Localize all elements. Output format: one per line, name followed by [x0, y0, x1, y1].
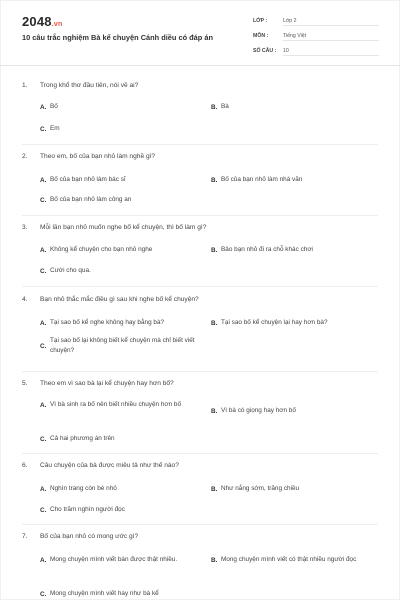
- question-divider: [22, 371, 378, 372]
- question-number: 1.: [22, 82, 28, 89]
- option-text: Bố của bạn nhỏ làm công an: [50, 196, 132, 203]
- option-b[interactable]: [211, 175, 379, 185]
- option-letter: C.: [40, 196, 47, 204]
- option-a[interactable]: [40, 484, 208, 494]
- option-text: Bà: [221, 103, 229, 110]
- question-prompt: Câu chuyện của bà được miêu tả như thế nào?: [40, 462, 179, 469]
- option-b[interactable]: [211, 245, 379, 255]
- question-text: [22, 462, 378, 469]
- option-text: Bảo bạn nhỏ đi ra chỗ khác chơi: [221, 246, 313, 253]
- option-a[interactable]: [40, 102, 208, 112]
- option-b[interactable]: [211, 484, 379, 494]
- question-prompt: Bạn nhỏ thắc mắc điều gì sau khi nghe bố kể chuyện?: [40, 296, 199, 303]
- option-b[interactable]: [211, 555, 379, 565]
- option-letter: B.: [211, 246, 218, 254]
- option-a[interactable]: [40, 555, 208, 565]
- option-c[interactable]: [40, 589, 208, 599]
- option-letter: C.: [40, 125, 47, 133]
- option-letter: A.: [40, 485, 47, 493]
- question-text: [22, 296, 378, 303]
- question-2: [22, 153, 378, 204]
- meta-subject: [253, 31, 379, 41]
- option-text: Nghìn trang còn bé nhỏ: [50, 485, 117, 492]
- option-a[interactable]: [40, 400, 208, 410]
- option-letter: B.: [211, 176, 218, 184]
- question-divider: [22, 286, 378, 287]
- question-number: 3.: [22, 224, 28, 231]
- option-letter: A.: [40, 103, 47, 111]
- question-prompt: Theo em, bố của bạn nhỏ làm nghề gì?: [40, 153, 156, 160]
- worksheet-header: [0, 0, 400, 74]
- question-text: [22, 533, 378, 540]
- question-number: 7.: [22, 533, 28, 540]
- option-c[interactable]: [40, 266, 208, 276]
- question-prompt: Theo em vì sao bà lại kể chuyện hay hơn bố?: [40, 380, 174, 387]
- logo-main: 2048: [22, 14, 52, 29]
- option-text: Bố của bạn nhỏ làm bác sĩ: [50, 176, 126, 183]
- option-text: Vì bà sinh ra bố nên biết nhiều chuyện hơn bố: [50, 401, 182, 408]
- option-c[interactable]: [40, 195, 208, 205]
- option-letter: A.: [40, 176, 47, 184]
- option-letter: A.: [40, 401, 47, 409]
- document-title: 10 câu trắc nghiệm Bà kể chuyện Cánh diều có đáp án: [22, 33, 213, 42]
- question-6: [22, 462, 378, 514]
- question-divider: [22, 215, 378, 216]
- site-logo[interactable]: [22, 14, 62, 29]
- option-text: Cười cho qua.: [50, 267, 91, 274]
- option-text: Như nắng sớm, trăng chiều: [221, 485, 300, 492]
- option-text: Tại sao bố lại không biết kể chuyện mà chỉ biết viết chuyện?: [50, 337, 195, 354]
- question-5: [22, 380, 378, 443]
- option-text: Mong chuyện mình viết có thật nhiều người đọc: [221, 556, 357, 563]
- question-number: 6.: [22, 462, 28, 469]
- question-number: 4.: [22, 296, 28, 303]
- option-c[interactable]: [40, 505, 208, 515]
- option-b[interactable]: [211, 406, 379, 416]
- question-1: [22, 82, 378, 133]
- meta-count-value: 10: [283, 46, 379, 56]
- meta-subject-value: Tiếng Việt: [283, 31, 379, 41]
- question-text: [22, 153, 378, 160]
- option-letter: C.: [40, 342, 47, 350]
- option-a[interactable]: [40, 318, 208, 328]
- option-text: Không kể chuyện cho bạn nhỏ nghe: [50, 246, 153, 253]
- meta-class: [253, 16, 379, 26]
- question-divider: [22, 524, 378, 525]
- meta-subject-label: MÔN :: [253, 33, 269, 39]
- question-3: [22, 224, 378, 275]
- meta-class-label: LỚP :: [253, 18, 268, 24]
- option-letter: A.: [40, 319, 47, 327]
- question-text: [22, 224, 378, 231]
- option-letter: C.: [40, 267, 47, 275]
- option-c[interactable]: [40, 124, 208, 134]
- question-divider: [22, 144, 378, 145]
- option-text: Vì bà có giọng hay hơn bố: [221, 407, 296, 414]
- option-text: Mong chuyện mình viết bán được thật nhiều.: [50, 556, 178, 563]
- option-letter: C.: [40, 506, 47, 514]
- option-b[interactable]: [211, 102, 379, 112]
- question-prompt: Bố của bạn nhỏ có mong ước gì?: [40, 533, 139, 540]
- meta-count: [253, 46, 379, 56]
- question-text: [22, 380, 378, 387]
- option-a[interactable]: [40, 245, 208, 255]
- question-text: [22, 82, 378, 89]
- option-letter: B.: [211, 103, 218, 111]
- option-c[interactable]: [40, 434, 208, 444]
- question-divider: [22, 453, 378, 454]
- question-prompt: Trong khổ thơ đầu tiên, nói về ai?: [40, 82, 139, 89]
- option-text: Tại sao bố kể nghe không hay bằng bà?: [50, 319, 165, 326]
- option-letter: B.: [211, 319, 218, 327]
- question-7: [22, 533, 378, 598]
- option-letter: C.: [40, 435, 47, 443]
- option-text: Cả hai phương án trên: [50, 435, 115, 442]
- option-a[interactable]: [40, 175, 208, 185]
- option-text: Tại sao bố kể chuyện lại hay hơn bà?: [221, 319, 328, 326]
- option-letter: C.: [40, 590, 47, 598]
- option-text: Em: [50, 125, 60, 132]
- option-letter: B.: [211, 407, 218, 415]
- meta-class-value: Lớp 2: [283, 16, 379, 26]
- question-number: 5.: [22, 380, 28, 387]
- option-text: Cho trăm nghìn người đọc: [50, 506, 125, 513]
- option-letter: A.: [40, 556, 47, 564]
- option-text: Mong chuyện mình viết hay như bà kể: [50, 590, 159, 597]
- option-letter: B.: [211, 556, 218, 564]
- option-text: Bố: [50, 103, 58, 110]
- option-letter: B.: [211, 485, 218, 493]
- question-number: 2.: [22, 153, 28, 160]
- meta-count-label: SỐ CÂU :: [253, 48, 277, 54]
- question-prompt: Mỗi lần bạn nhỏ muốn nghe bố kể chuyện, thì bố làm gì?: [40, 224, 207, 231]
- option-c[interactable]: [40, 336, 208, 356]
- option-text: Bố của bạn nhỏ làm nhà văn: [221, 176, 303, 183]
- logo-suffix: .vn: [51, 21, 63, 28]
- header-divider: [0, 65, 400, 66]
- question-4: [22, 296, 378, 354]
- option-b[interactable]: [211, 318, 379, 328]
- option-letter: A.: [40, 246, 47, 254]
